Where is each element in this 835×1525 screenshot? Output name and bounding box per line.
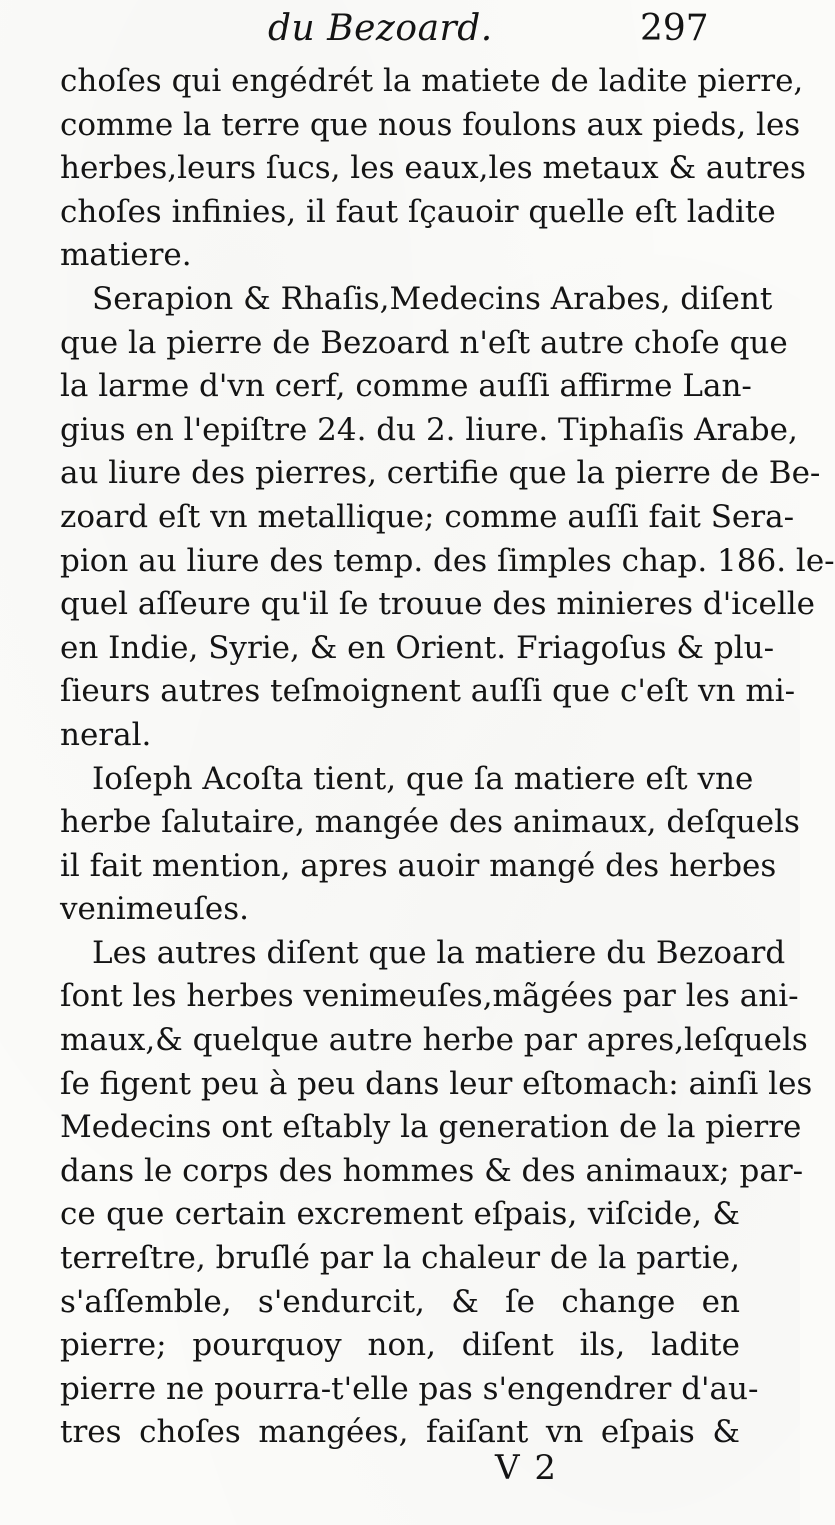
text-line: ſe figent peu à peu dans leur eſtomach: ainſi les	[60, 1065, 813, 1102]
text-line: ſieurs autres teſmoignent auſſi que c'eſt vn mi-	[60, 673, 796, 710]
text-line: quel aſſeure qu'il ſe trouue des minieres d'icelle	[60, 586, 816, 623]
text-line: choſes infinies, il faut ſçauoir quelle eſt ladite	[60, 193, 776, 230]
text-line: pierre ne pourra-t'elle pas s'engendrer d'au-	[60, 1370, 759, 1407]
text-line: matiere.	[60, 237, 192, 274]
text-line: venimeuſes.	[60, 891, 250, 928]
text-line: tres choſes mangées, faiſant vn eſpais &	[60, 1414, 740, 1451]
text-line: gius en l'epiſtre 24. du 2. liure. Tiphaſis Arabe,	[60, 411, 798, 448]
text-line: au liure des pierres, certifie que la pierre de Be-	[60, 455, 821, 492]
page-number: 297	[640, 8, 709, 49]
text-line: que la pierre de Bezoard n'eſt autre choſe que	[60, 324, 788, 361]
running-head: du Bezoard.	[268, 8, 493, 49]
text-line: choſes qui engédrét la matiete de ladite pierre,	[60, 63, 804, 99]
text-line: en Indie, Syrie, & en Orient. Friagoſus & plu-	[60, 629, 775, 666]
text-line: s'aſſemble, s'endurcit, & ſe change en	[60, 1283, 740, 1320]
text-line: la larme d'vn cerf, comme auſſi affirme Lan-	[60, 368, 752, 405]
paragraph-start: Serapion & Rhaſis,Medecins Arabes, diſent	[92, 280, 773, 317]
text-line: comme la terre que nous foulons aux pieds, les	[60, 106, 801, 143]
text-line: herbe ſalutaire, mangée des animaux, deſquels	[60, 804, 800, 841]
text-line: pierre; pourquoy non, diſent ils, ladite	[60, 1327, 740, 1364]
text-line: maux,& quelque autre herbe par apres,leſquels	[60, 1022, 808, 1059]
paragraph-start: Les autres diſent que la matiere du Bezoard	[92, 934, 786, 971]
text-line: pion au liure des temp. des ſimples chap. 186. le-	[60, 542, 835, 579]
paragraph-start: Ioſeph Acoſta tient, que ſa matiere eſt vne	[92, 760, 754, 797]
text-line: zoard eſt vn metallique; comme auſſi fait Sera-	[60, 498, 795, 535]
signature-mark: V 2	[495, 1448, 558, 1488]
text-line: terreſtre, bruſlé par la chaleur de la partie,	[60, 1240, 740, 1277]
text-line: ſont les herbes venimeuſes,mãgées par les ani-	[60, 978, 799, 1015]
text-line: il fait mention, apres auoir mangé des herbes	[60, 847, 777, 884]
text-line: ce que certain excrement eſpais, viſcide, &	[60, 1196, 740, 1233]
text-line: dans le corps des hommes & des animaux; par-	[60, 1152, 804, 1189]
page-header	[0, 8, 800, 56]
text-line: Medecins ont eſtably la generation de la pierre	[60, 1109, 802, 1146]
body-text	[60, 60, 835, 1455]
text-line: neral.	[60, 716, 152, 753]
text-line: herbes,leurs ſucs, les eaux,les metaux & autres	[60, 150, 806, 187]
